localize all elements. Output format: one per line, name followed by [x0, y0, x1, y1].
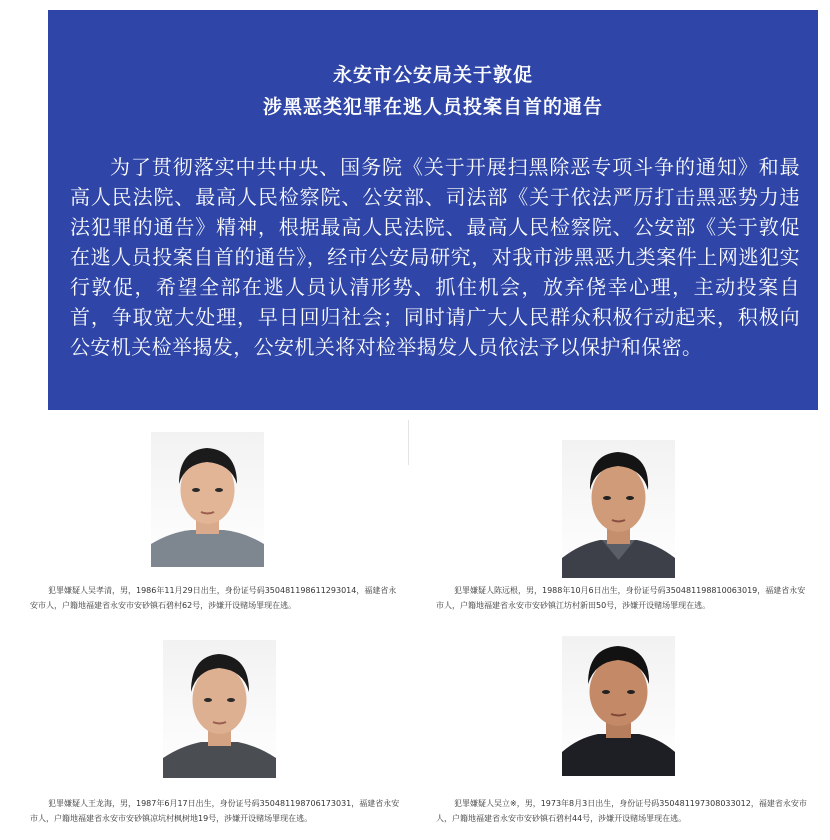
notice-banner [48, 10, 818, 410]
suspect-photo-1 [151, 432, 264, 567]
suspect-caption-3: 犯罪嫌疑人王龙海，男，1987年6月17日出生，身份证号码350481198706173031，福建省永安市人，户籍地福建省永安市安砂镇凉坑村枫树地19号，涉嫌开设赌场罪现在逃。 [30, 799, 400, 823]
notice-title-line2: 涉黑恶类犯罪在逃人员投案自首的通告 [262, 96, 603, 118]
notice-body: 为了贯彻落实中共中央、国务院《关于开展扫黑除恶专项斗争的通知》和最高人民法院、最高人民检察院、公安部、司法部《关于依法严厉打击黑恶势力违法犯罪的通告》精神，根据最高人民法院、最高人民检察院、公安部《关于敦促在逃人员投案自首的通告》，经市公安局研究，对我市涉黑恶九类案件上网逃犯实行敦促，希望全部在逃人员认清形势、抓住机会，放弃侥幸心理，主动投案自首，争取宽大处理，早日回归社会；同时请广大人民群众积极行动起来，积极向公安机关检举揭发，公安机关将对检举揭发人员依法予以保护和保密。 [70, 155, 800, 359]
suspect-caption-1: 犯罪嫌疑人吴孝清，男，1986年11月29日出生，身份证号码350481198611293014，福建省永安市人，户籍地福建省永安市安砂镇石碧村62号，涉嫌开设赌场罪现在逃。 [30, 586, 397, 610]
suspect-photo-3 [163, 640, 276, 778]
suspect-photo-2 [562, 440, 675, 578]
notice-title-line1: 永安市公安局关于敦促 [332, 64, 533, 86]
suspect-caption-2: 犯罪嫌疑人陈远根，男，1988年10月6日出生，身份证号码350481198810063019，福建省永安市人，户籍地福建省永安市安砂镇江坊村新田50号，涉嫌开设赌场罪现在逃。 [436, 586, 806, 610]
suspect-caption-4: 犯罪嫌疑人吴立※，男，1973年8月3日出生，身份证号码350481197308033012，福建省永安市人，户籍地福建省永安市安砂镇石碧村44号，涉嫌开设赌场罪现在逃。 [436, 799, 807, 823]
column-divider [408, 420, 409, 465]
suspect-photo-4 [562, 636, 675, 776]
